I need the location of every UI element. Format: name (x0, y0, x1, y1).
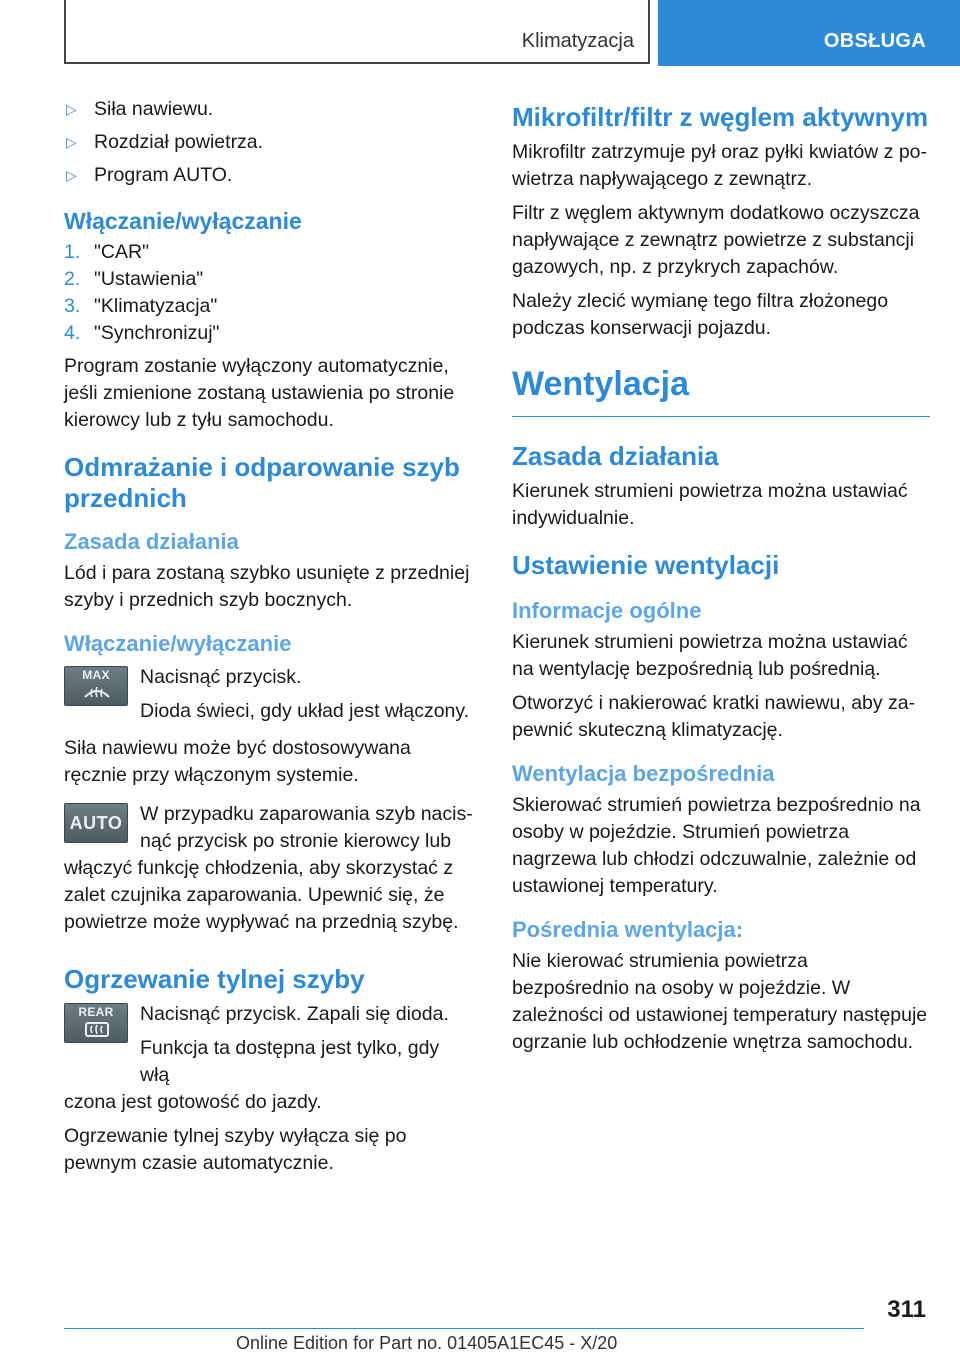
heading-vent-settings: Ustawienie wentylacji (512, 550, 780, 580)
chapter-tab (64, 0, 650, 64)
step-item: 1. "CAR" (64, 241, 150, 263)
triangle-bullet-icon: ▷ (66, 134, 77, 150)
paragraph: Ogrzewanie tylnej szyby wyłącza się po pewnym czasie automatycznie. (64, 1125, 407, 1174)
heading-ventilation: Wentylacja (512, 362, 930, 417)
page-number: 311 (887, 1296, 926, 1323)
rear-window-heating-button-icon: REAR (64, 1003, 128, 1043)
paragraph: Nie kierować strumienia powietrza bezpośrednio na osoby w pojeździe. W zależności od ustawionej temperatury następuje ogrzanie lub ochłodzenie wnętrza samochodu. (512, 950, 928, 1053)
step-item: 3. "Klimatyzacja" (64, 295, 218, 317)
heading-indirect-vent: Pośrednia wentylacja: (512, 917, 744, 942)
auto-button-icon: AUTO (64, 803, 128, 843)
heading-principle: Zasada działania (64, 529, 239, 554)
heading-filter: Mikrofiltr/filtr z węglem aktywnym (512, 102, 929, 132)
chapter-title: Klimatyzacja (521, 30, 634, 52)
paragraph: Mikrofiltr zatrzymuje pył oraz pyłki kwiatów z powietrza napływającego z zewnątrz. (512, 141, 928, 190)
rear-button-block: REAR Nacisnąć przycisk. Zapali się dioda. Funkcja ta dostępna jest tylko, gdy włą czona jest gotowość do jazdy. (64, 1003, 449, 1113)
paragraph: Otworzyć i nakierować kratki nawiewu, aby zapewnić skuteczną klimatyzację. (512, 692, 916, 741)
list-item: ▷ Program AUTO. (64, 162, 478, 189)
auto-button-block: AUTO W przypadku zaparowania szyb nacisnąć przycisk po stronie kierowcy lub włączyć funkcję chłodzenia, aby skorzystać z zalet czujnika zaparowania. Upewnić się, że powietrze może wypływać na przednią szybę. (64, 803, 473, 933)
triangle-bullet-icon: ▷ (66, 101, 77, 117)
paragraph: Należy zlecić wymianę tego filtra złożonego podczas konserwacji pojazdu. (512, 290, 889, 339)
windshield-defrost-icon (83, 683, 111, 703)
heading-direct-vent: Wentylacja bezpośrednia (512, 761, 775, 786)
left-column (64, 96, 478, 1184)
list-item: ▷ Siła nawiewu. (64, 96, 478, 123)
right-column (512, 96, 930, 1063)
heading-general-info: Informacje ogólne (512, 598, 702, 623)
heading-defrost: Odmrażanie i odparowanie szyb przednich (64, 452, 460, 513)
heading-onoff: Włączanie/wyłączanie (64, 208, 302, 234)
heading-rear-heating: Ogrzewanie tylnej szyby (64, 964, 365, 994)
footer-divider (64, 1328, 864, 1329)
section-tab (658, 0, 960, 66)
paragraph: Filtr z węglem aktywnym dodatkowo oczyszcza napływające z zewnątrz powietrze z substancji gazowych, np. z przykrych zapachów. (512, 202, 920, 278)
heading-principle: Zasada działania (512, 441, 719, 471)
list-item: ▷ Rozdział powietrza. (64, 129, 478, 156)
rear-defrost-icon (83, 1020, 111, 1040)
paragraph: Program zostanie wyłączony automatycznie, jeśli zmienione zostaną ustawienia po stronie kierowcy lub z tyłu samochodu. (64, 355, 455, 431)
paragraph: Skierować strumień powietrza bezpośrednio na osoby w pojeździe. Strumień powietrza nagrzewa lub chłodzi odczuwalnie, zależnie od ustawionej temperatury. (512, 794, 921, 897)
section-title: OBSŁUGA (823, 30, 926, 52)
triangle-bullet-icon: ▷ (66, 167, 77, 183)
paragraph: Kierunek strumieni powietrza można ustawiać indywidualnie. (512, 480, 908, 529)
paragraph: Siła nawiewu może być dostosowywana ręcznie przy włączonym systemie. (64, 737, 411, 786)
paragraph: Kierunek strumieni powietrza można ustawiać na wentylację bezpośrednią lub pośrednią. (512, 631, 908, 680)
step-item: 4. "Synchronizuj" (64, 322, 220, 344)
max-button-block: MAX Nacisnąć przycisk. Dioda świeci, gdy układ jest włączony. (64, 664, 478, 725)
paragraph: Lód i para zostaną szybko usunięte z przedniej szyby i przednich szyb bocznych. (64, 562, 470, 611)
page-header (0, 0, 960, 66)
max-defrost-button-icon: MAX (64, 666, 128, 706)
heading-onoff: Włączanie/wyłączanie (64, 631, 292, 656)
step-item: 2. "Ustawienia" (64, 268, 204, 290)
footer-edition: Online Edition for Part no. 01405A1EC45 - X/20 (236, 1333, 618, 1353)
